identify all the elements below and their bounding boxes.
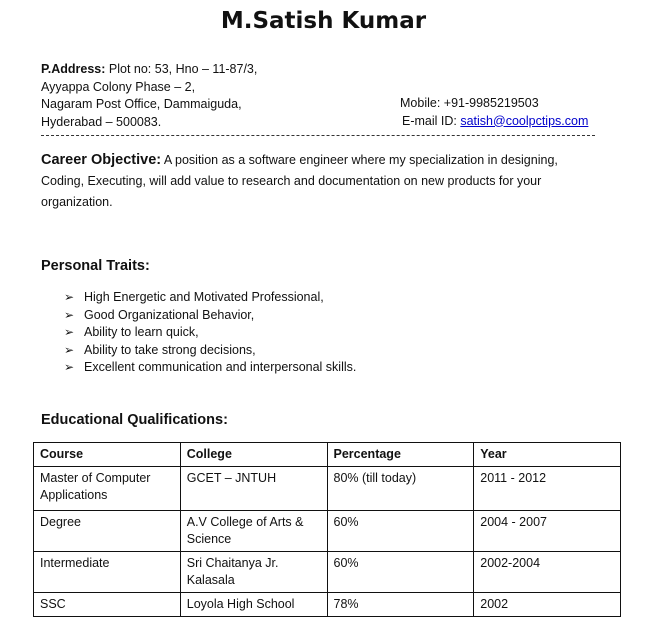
cell-year: 2002 [474, 593, 621, 617]
education-table [33, 442, 621, 617]
cell-college: GCET – JNTUH [180, 467, 327, 511]
cell-year: 2002-2004 [474, 552, 621, 593]
trait-text: Ability to learn quick, [84, 325, 199, 339]
cell-percentage: 78% [327, 593, 474, 617]
address-line-3: Nagaram Post Office, Dammaiguda, [41, 97, 242, 111]
table-row [34, 593, 621, 617]
cell-course: Degree [34, 511, 181, 552]
resume-name: M.Satish Kumar [220, 8, 427, 34]
career-objective [41, 150, 601, 213]
cell-college: Sri Chaitanya Jr. Kalasala [180, 552, 327, 593]
contact-info [400, 95, 588, 130]
dashed-separator [41, 135, 595, 136]
email-label: E-mail ID: [402, 113, 457, 128]
mobile-number: +91-9985219503 [443, 96, 539, 110]
list-item [64, 324, 356, 342]
cell-course: Intermediate [34, 552, 181, 593]
career-objective-label: Career Objective: [41, 152, 162, 168]
cell-course: Master of Computer Applications [34, 467, 181, 511]
cell-college: A.V College of Arts & Science [180, 511, 327, 552]
header-percentage: Percentage [327, 443, 474, 467]
list-item [64, 307, 356, 325]
cell-year: 2011 - 2012 [474, 467, 621, 511]
trait-text: Ability to take strong decisions, [84, 342, 256, 357]
header-year: Year [474, 443, 621, 467]
postal-address [41, 61, 257, 131]
list-item [64, 342, 356, 360]
header-college: College [180, 443, 327, 467]
cell-percentage: 60% [327, 552, 474, 593]
cell-percentage: 60% [327, 511, 474, 552]
list-item [64, 289, 356, 307]
table-row [34, 552, 621, 593]
trait-text: High Energetic and Motivated Professional, [84, 290, 324, 304]
address-line-4: Hyderabad – 500083. [41, 114, 162, 129]
cell-course: SSC [34, 593, 181, 617]
table-row [34, 467, 621, 511]
list-item [64, 359, 356, 377]
arrow-bullet-icon: ➢ [64, 307, 75, 322]
header-course: Course [34, 443, 181, 467]
career-objective-text: A position as a software engineer where my specialization in designing, Coding, Executing, will add value to research and documentation on new products for your organization. [41, 153, 558, 209]
mobile-label: Mobile: [400, 96, 441, 110]
personal-traits-heading: Personal Traits: [41, 258, 150, 274]
address-line-2: Ayyappa Colony Phase – 2, [41, 79, 196, 94]
education-heading: Educational Qualifications: [41, 412, 228, 428]
cell-college: Loyola High School [180, 593, 327, 617]
arrow-bullet-icon: ➢ [64, 290, 75, 304]
arrow-bullet-icon: ➢ [64, 325, 75, 339]
trait-text: Good Organizational Behavior, [84, 307, 255, 322]
table-row [34, 511, 621, 552]
table-header-row [34, 443, 621, 467]
cell-year: 2004 - 2007 [474, 511, 621, 552]
arrow-bullet-icon: ➢ [64, 342, 75, 357]
arrow-bullet-icon: ➢ [64, 360, 75, 374]
cell-percentage: 80% (till today) [327, 467, 474, 511]
trait-text: Excellent communication and interpersonal skills. [84, 360, 357, 374]
address-label: P.Address: [41, 62, 106, 76]
email-link[interactable]: satish@coolpctips.com [460, 113, 589, 128]
personal-traits-list [64, 289, 356, 377]
address-line-1: Plot no: 53, Hno – 11-87/3, [108, 62, 258, 76]
